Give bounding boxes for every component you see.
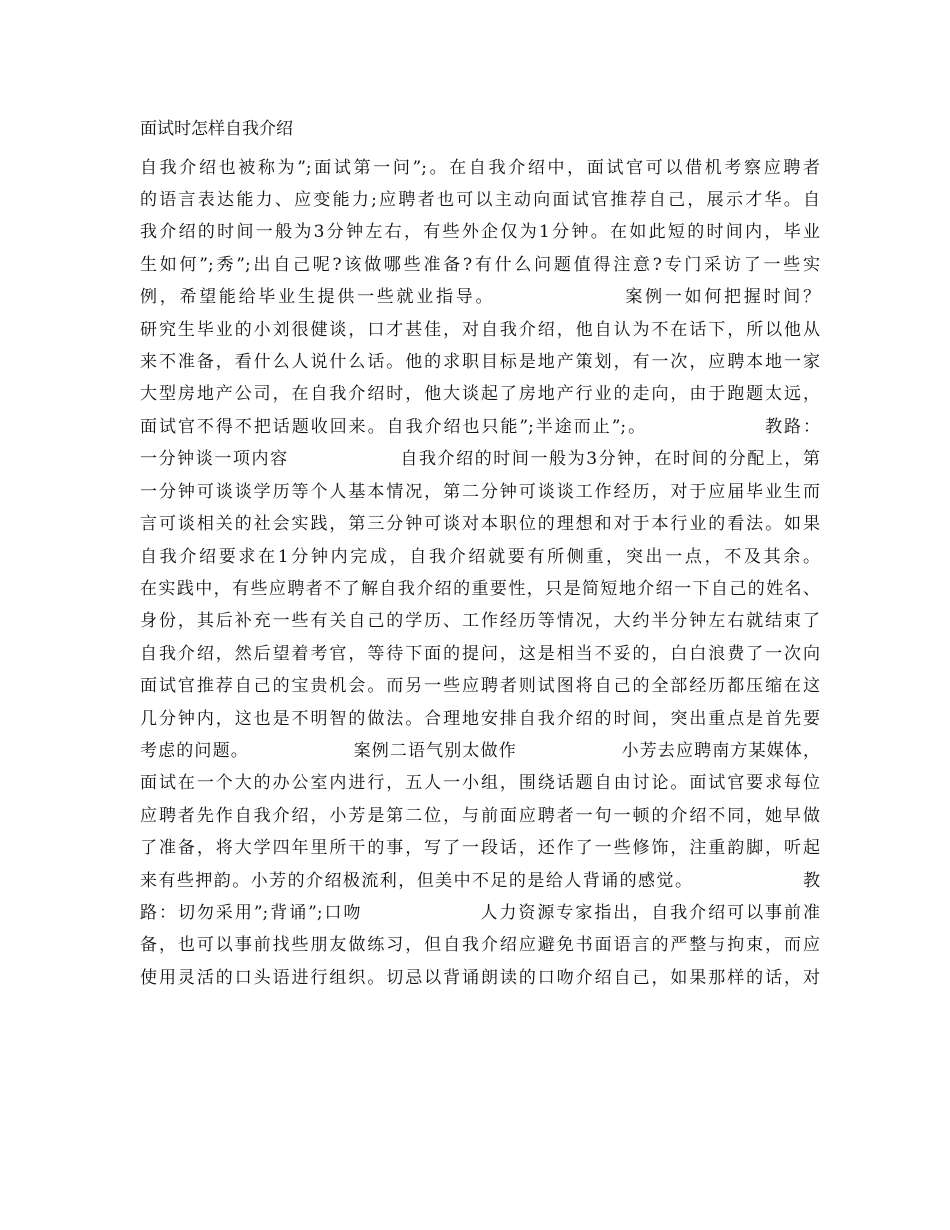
paragraph-line: 身份，其后补充一些有关自己的学历、工作经历等情况，大约半分钟左右就结束了 bbox=[140, 611, 820, 631]
paragraph-line: 我介绍的时间一般为3分钟左右，有些外企仅为1分钟。在如此短的时间内，毕业 bbox=[140, 222, 820, 242]
paragraph-line: 自我介绍要求在1分钟内完成，自我介绍就要有所侧重，突出一点，不及其余。 bbox=[140, 547, 820, 567]
paragraph-line: 面试官推荐自己的宝贵机会。而另一些应聘者则试图将自己的全部经历都压缩在这 bbox=[140, 676, 820, 696]
paragraph-line: 考虑的问题。 案例二语气别太做作 小芳去应聘南方某媒体， bbox=[140, 741, 820, 761]
paragraph-line: 言可谈相关的社会实践，第三分钟可谈对本职位的理想和对于本行业的看法。如果 bbox=[140, 514, 820, 534]
paragraph-line: 应聘者先作自我介绍，小芳是第二位，与前面应聘者一句一顿的介绍不同，她早做 bbox=[140, 806, 820, 826]
paragraph-line: 来有些押韵。小芳的介绍极流利，但美中不足的是给人背诵的感觉。 教 bbox=[140, 871, 820, 891]
paragraph-line: 面试在一个大的办公室内进行，五人一小组，围绕话题自由讨论。面试官要求每位 bbox=[140, 773, 820, 793]
paragraph-line: 了准备，将大学四年里所干的事，写了一段话，还作了一些修饰，注重韵脚，听起 bbox=[140, 838, 820, 858]
paragraph-line: 备，也可以事前找些朋友做练习，但自我介绍应避免书面语言的严整与拘束，而应 bbox=[140, 935, 820, 955]
paragraph-line: 在实践中，有些应聘者不了解自我介绍的重要性，只是简短地介绍一下自己的姓名、 bbox=[140, 579, 820, 599]
paragraph-line: 自我介绍，然后望着考官，等待下面的提问，这是相当不妥的，白白浪费了一次向 bbox=[140, 644, 820, 664]
paragraph-line: 几分钟内，这也是不明智的做法。合理地安排自我介绍的时间，突出重点是首先要 bbox=[140, 709, 820, 729]
paragraph-line: 一分钟可谈谈学历等个人基本情况，第二分钟可谈谈工作经历，对于应届毕业生而 bbox=[140, 482, 820, 502]
paragraph-line: 大型房地产公司，在自我介绍时，他大谈起了房地产行业的走向，由于跑题太远， bbox=[140, 384, 820, 404]
paragraph-line: 生如何”;秀”;出自己呢?该做哪些准备?有什么问题值得注意?专门采访了一些实 bbox=[140, 255, 820, 275]
paragraph-line: 一分钟谈一项内容 自我介绍的时间一般为3分钟，在时间的分配上，第 bbox=[140, 449, 820, 469]
paragraph-line: 研究生毕业的小刘很健谈，口才甚佳，对自我介绍，他自认为不在话下，所以他从 bbox=[140, 320, 820, 340]
paragraph-line: 自我介绍也被称为”;面试第一问”;。在自我介绍中，面试官可以借机考察应聘者 bbox=[140, 158, 820, 178]
paragraph-line: 面试官不得不把话题收回来。自我介绍也只能”;半途而止”;。 教路： bbox=[140, 417, 820, 437]
paragraph-line: 路：切勿采用”;背诵”;口吻 人力资源专家指出，自我介绍可以事前准 bbox=[140, 903, 820, 923]
paragraph-line: 使用灵活的口头语进行组织。切忌以背诵朗读的口吻介绍自己，如果那样的话，对 bbox=[140, 968, 820, 988]
document-title: 面试时怎样自我介绍 bbox=[140, 119, 293, 139]
paragraph-line: 的语言表达能力、应变能力;应聘者也可以主动向面试官推荐自己，展示才华。自 bbox=[140, 190, 820, 210]
paragraph-line: 来不准备，看什么人说什么话。他的求职目标是地产策划，有一次，应聘本地一家 bbox=[140, 352, 820, 372]
paragraph-line: 例，希望能给毕业生提供一些就业指导。 案例一如何把握时间？ bbox=[140, 287, 820, 307]
